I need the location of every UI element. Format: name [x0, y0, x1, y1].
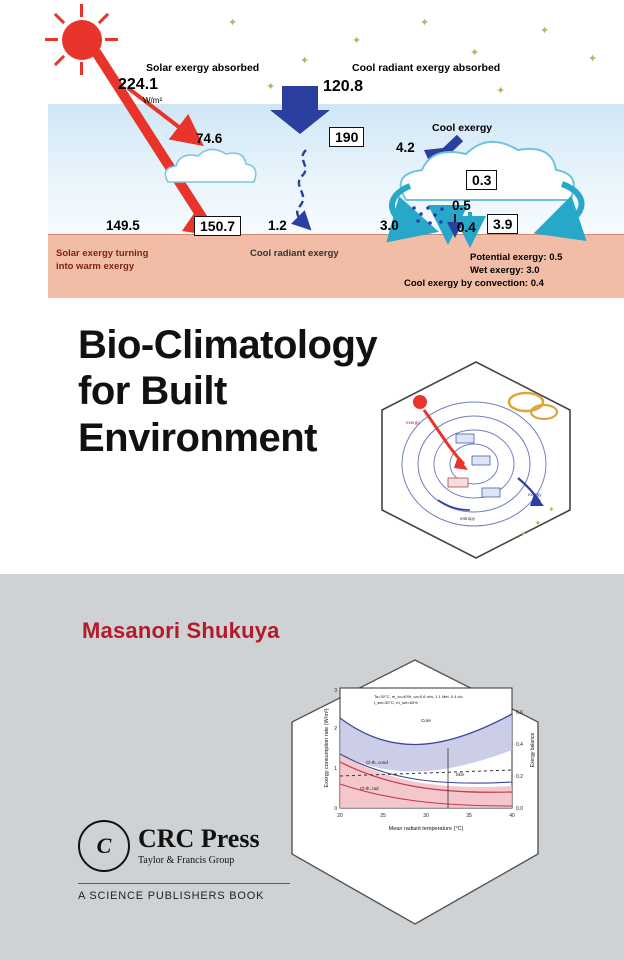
crc-seal-icon: C [78, 820, 130, 872]
star-icon: ✦ [228, 17, 238, 29]
svg-text:✦: ✦ [548, 505, 555, 514]
svg-text:0: 0 [334, 806, 337, 812]
svg-text:Cl-th, rad: Cl-th, rad [360, 786, 379, 791]
title-line-2: for Built [78, 369, 227, 414]
value-solar-incident: 224.1 [118, 76, 159, 93]
svg-text:25: 25 [380, 813, 386, 819]
value-reflected: 74.6 [196, 131, 223, 146]
footer-right-line3: Cool exergy by convection: 0.4 [404, 278, 544, 289]
hexagon-chart-thumbnail [288, 658, 542, 928]
publisher-name: CRC Press [138, 824, 260, 853]
star-icon: ✦ [266, 81, 276, 93]
label-cool-radiant-absorbed: Cool radiant exergy absorbed [352, 62, 501, 74]
svg-text:30: 30 [423, 813, 429, 819]
svg-text:1: 1 [334, 766, 337, 772]
svg-text:✦: ✦ [520, 531, 526, 538]
chart-ylabel-right: Exergy balance [530, 732, 536, 768]
svg-text:0.2: 0.2 [516, 774, 523, 780]
value-box-39: 3.9 [487, 214, 518, 234]
svg-text:exergy: exergy [406, 420, 420, 425]
svg-text:0.4: 0.4 [516, 742, 523, 748]
value-cool-radiant-12: 1.2 [268, 218, 287, 233]
star-icon: ✦ [420, 17, 430, 29]
footer-left-line2: into warm exergy [56, 261, 135, 272]
value-solar-unit: W/m² [143, 96, 163, 105]
star-icon: ✦ [496, 85, 506, 97]
value-cool-exergy-42: 4.2 [396, 140, 415, 155]
chart-ylabel: Exergy consumption rate (W/m²) [324, 708, 330, 788]
svg-text:0.6: 0.6 [516, 710, 523, 716]
footer-center: Cool radiant exergy [250, 248, 339, 259]
star-icon: ✦ [588, 53, 598, 65]
value-box-1507: 150.7 [194, 216, 241, 236]
value-05: 0.5 [452, 198, 471, 213]
svg-text:Skin: Skin [455, 772, 465, 777]
svg-text:Cl-th, cond: Cl-th, cond [366, 760, 388, 765]
label-cool-exergy: Cool exergy [432, 122, 493, 134]
publisher-tagline: A SCIENCE PUBLISHERS BOOK [78, 890, 265, 902]
title-line-1: Bio-Climatology [78, 323, 378, 367]
top-exergy-diagram [0, 0, 624, 298]
hexagon-diagram-thumbnail [378, 360, 574, 560]
title-line-3: Environment [78, 415, 317, 460]
value-box-190: 190 [329, 127, 364, 147]
lower-section [0, 574, 624, 960]
svg-text:✦: ✦ [534, 518, 542, 528]
value-box-03: 0.3 [466, 170, 497, 190]
svg-text:Ta=30°C, rh_to=40%, va=0.6 m/s: Ta=30°C, rh_to=40%, va=0.6 m/s, 1.1 Met, 0.4 clo [374, 694, 463, 699]
svg-text:2: 2 [334, 726, 337, 732]
star-icon: ✦ [352, 35, 362, 47]
label-solar-exergy-absorbed: Solar exergy absorbed [146, 62, 260, 74]
author-name: Masanori Shukuya [82, 618, 280, 643]
footer-right-line2: Wet exergy: 3.0 [470, 265, 540, 276]
svg-text:0.0: 0.0 [516, 806, 523, 812]
value-04: 0.4 [457, 220, 476, 235]
title-section [0, 298, 624, 574]
star-icon: ✦ [470, 47, 480, 59]
svg-text:Core: Core [421, 718, 431, 723]
svg-text:35: 35 [466, 813, 472, 819]
svg-text:20: 20 [337, 813, 343, 819]
value-30: 3.0 [380, 218, 399, 233]
svg-text:40: 40 [509, 813, 515, 819]
svg-text:t_set=30°C, rh_set=60%: t_set=30°C, rh_set=60% [374, 700, 418, 705]
star-icon: ✦ [300, 55, 310, 67]
publisher-block [78, 820, 298, 902]
publisher-imprint: Taylor & Francis Group [138, 855, 235, 866]
svg-text:3: 3 [334, 688, 337, 694]
svg-text:entropy: entropy [460, 516, 476, 521]
value-cool-radiant-absorbed: 120.8 [323, 78, 364, 95]
footer-left-line1: Solar exergy turning [56, 248, 149, 259]
svg-text:exergy: exergy [528, 492, 542, 497]
page-title [78, 322, 408, 461]
chart-xlabel: Mean radiant temperature (°C) [388, 826, 464, 832]
publisher-divider [78, 883, 290, 884]
value-surface-1495: 149.5 [106, 218, 140, 233]
star-icon: ✦ [540, 25, 550, 37]
footer-right-line1: Potential exergy: 0.5 [470, 252, 563, 263]
